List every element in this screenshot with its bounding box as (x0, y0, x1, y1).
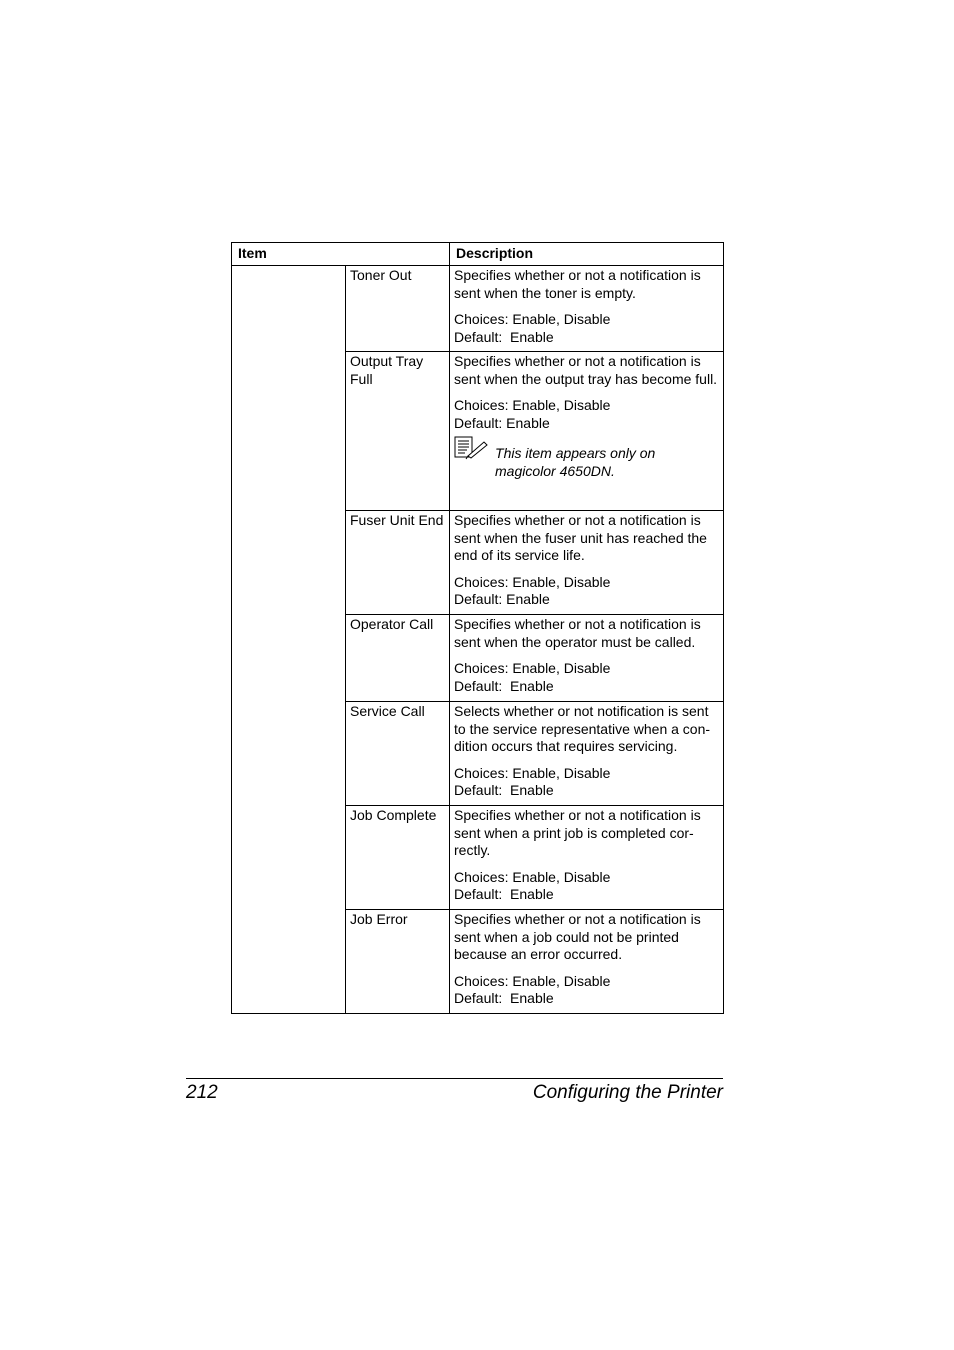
description-text: Specifies whether or not a notification is sent when a job could not be printed because an error occurred. (454, 911, 701, 963)
default-text: Default: Enable (454, 328, 554, 345)
choices-text: Choices: Enable, Disable (454, 573, 611, 590)
page-number: 212 (186, 1082, 218, 1103)
default-text: Default: Enable (454, 782, 554, 799)
row-name: Fuser Unit End (346, 511, 450, 615)
row-name: Output Tray Full (346, 352, 450, 511)
row-description (450, 352, 724, 511)
note-pencil-icon (454, 436, 490, 460)
choices-text: Choices: Enable, Disable (454, 660, 611, 677)
row-description (450, 511, 724, 615)
header-item: Item (232, 243, 450, 266)
choices-text: Choices: Enable, Disable (454, 972, 611, 989)
row-description (450, 615, 724, 702)
row-name: Toner Out (346, 266, 450, 352)
row-name: Operator Call (346, 615, 450, 702)
row-name: Job Complete (346, 806, 450, 910)
row-description (450, 266, 724, 352)
default-text: Default: Enable (454, 677, 554, 694)
default-text: Default: Enable (454, 591, 550, 608)
choices-text: Choices: Enable, Disable (454, 764, 611, 781)
row-description (450, 910, 724, 1014)
settings-table (231, 242, 724, 1014)
row-name: Service Call (346, 702, 450, 806)
description-text: Specifies whether or not a notification is sent when the operator must be called. (454, 616, 701, 650)
header-description: Description (450, 243, 724, 266)
description-text: Specifies whether or not a notification is sent when the toner is empty. (454, 267, 701, 301)
default-text: Default: Enable (454, 990, 554, 1007)
default-text: Default: Enable (454, 886, 554, 903)
description-text: Specifies whether or not a notification is sent when the fuser unit has reached the end of its service life. (454, 512, 707, 564)
choices-text: Choices: Enable, Disable (454, 868, 611, 885)
description-text: Specifies whether or not a notification is sent when a print job is completed cor-rectly. (454, 807, 701, 859)
note-text: This item appears only on magicolor 4650DN. (495, 445, 656, 479)
row-description (450, 806, 724, 910)
choices-text: Choices: Enable, Disable (454, 311, 611, 328)
item-group-cell (232, 266, 346, 1014)
table-header-row (232, 243, 724, 266)
description-text: Selects whether or not notification is sent to the service representative when a con-dition occurs that requires servicing. (454, 703, 711, 755)
description-text: Specifies whether or not a notification is sent when the output tray has become full. (454, 353, 718, 387)
choices-text: Choices: Enable, Disable (454, 397, 611, 414)
row-description (450, 702, 724, 806)
default-text: Default: Enable (454, 414, 550, 431)
footer-rule (186, 1078, 723, 1079)
note-box (454, 436, 719, 480)
row-name: Job Error (346, 910, 450, 1014)
chapter-title: Configuring the Printer (532, 1082, 723, 1103)
table-row (232, 266, 724, 352)
